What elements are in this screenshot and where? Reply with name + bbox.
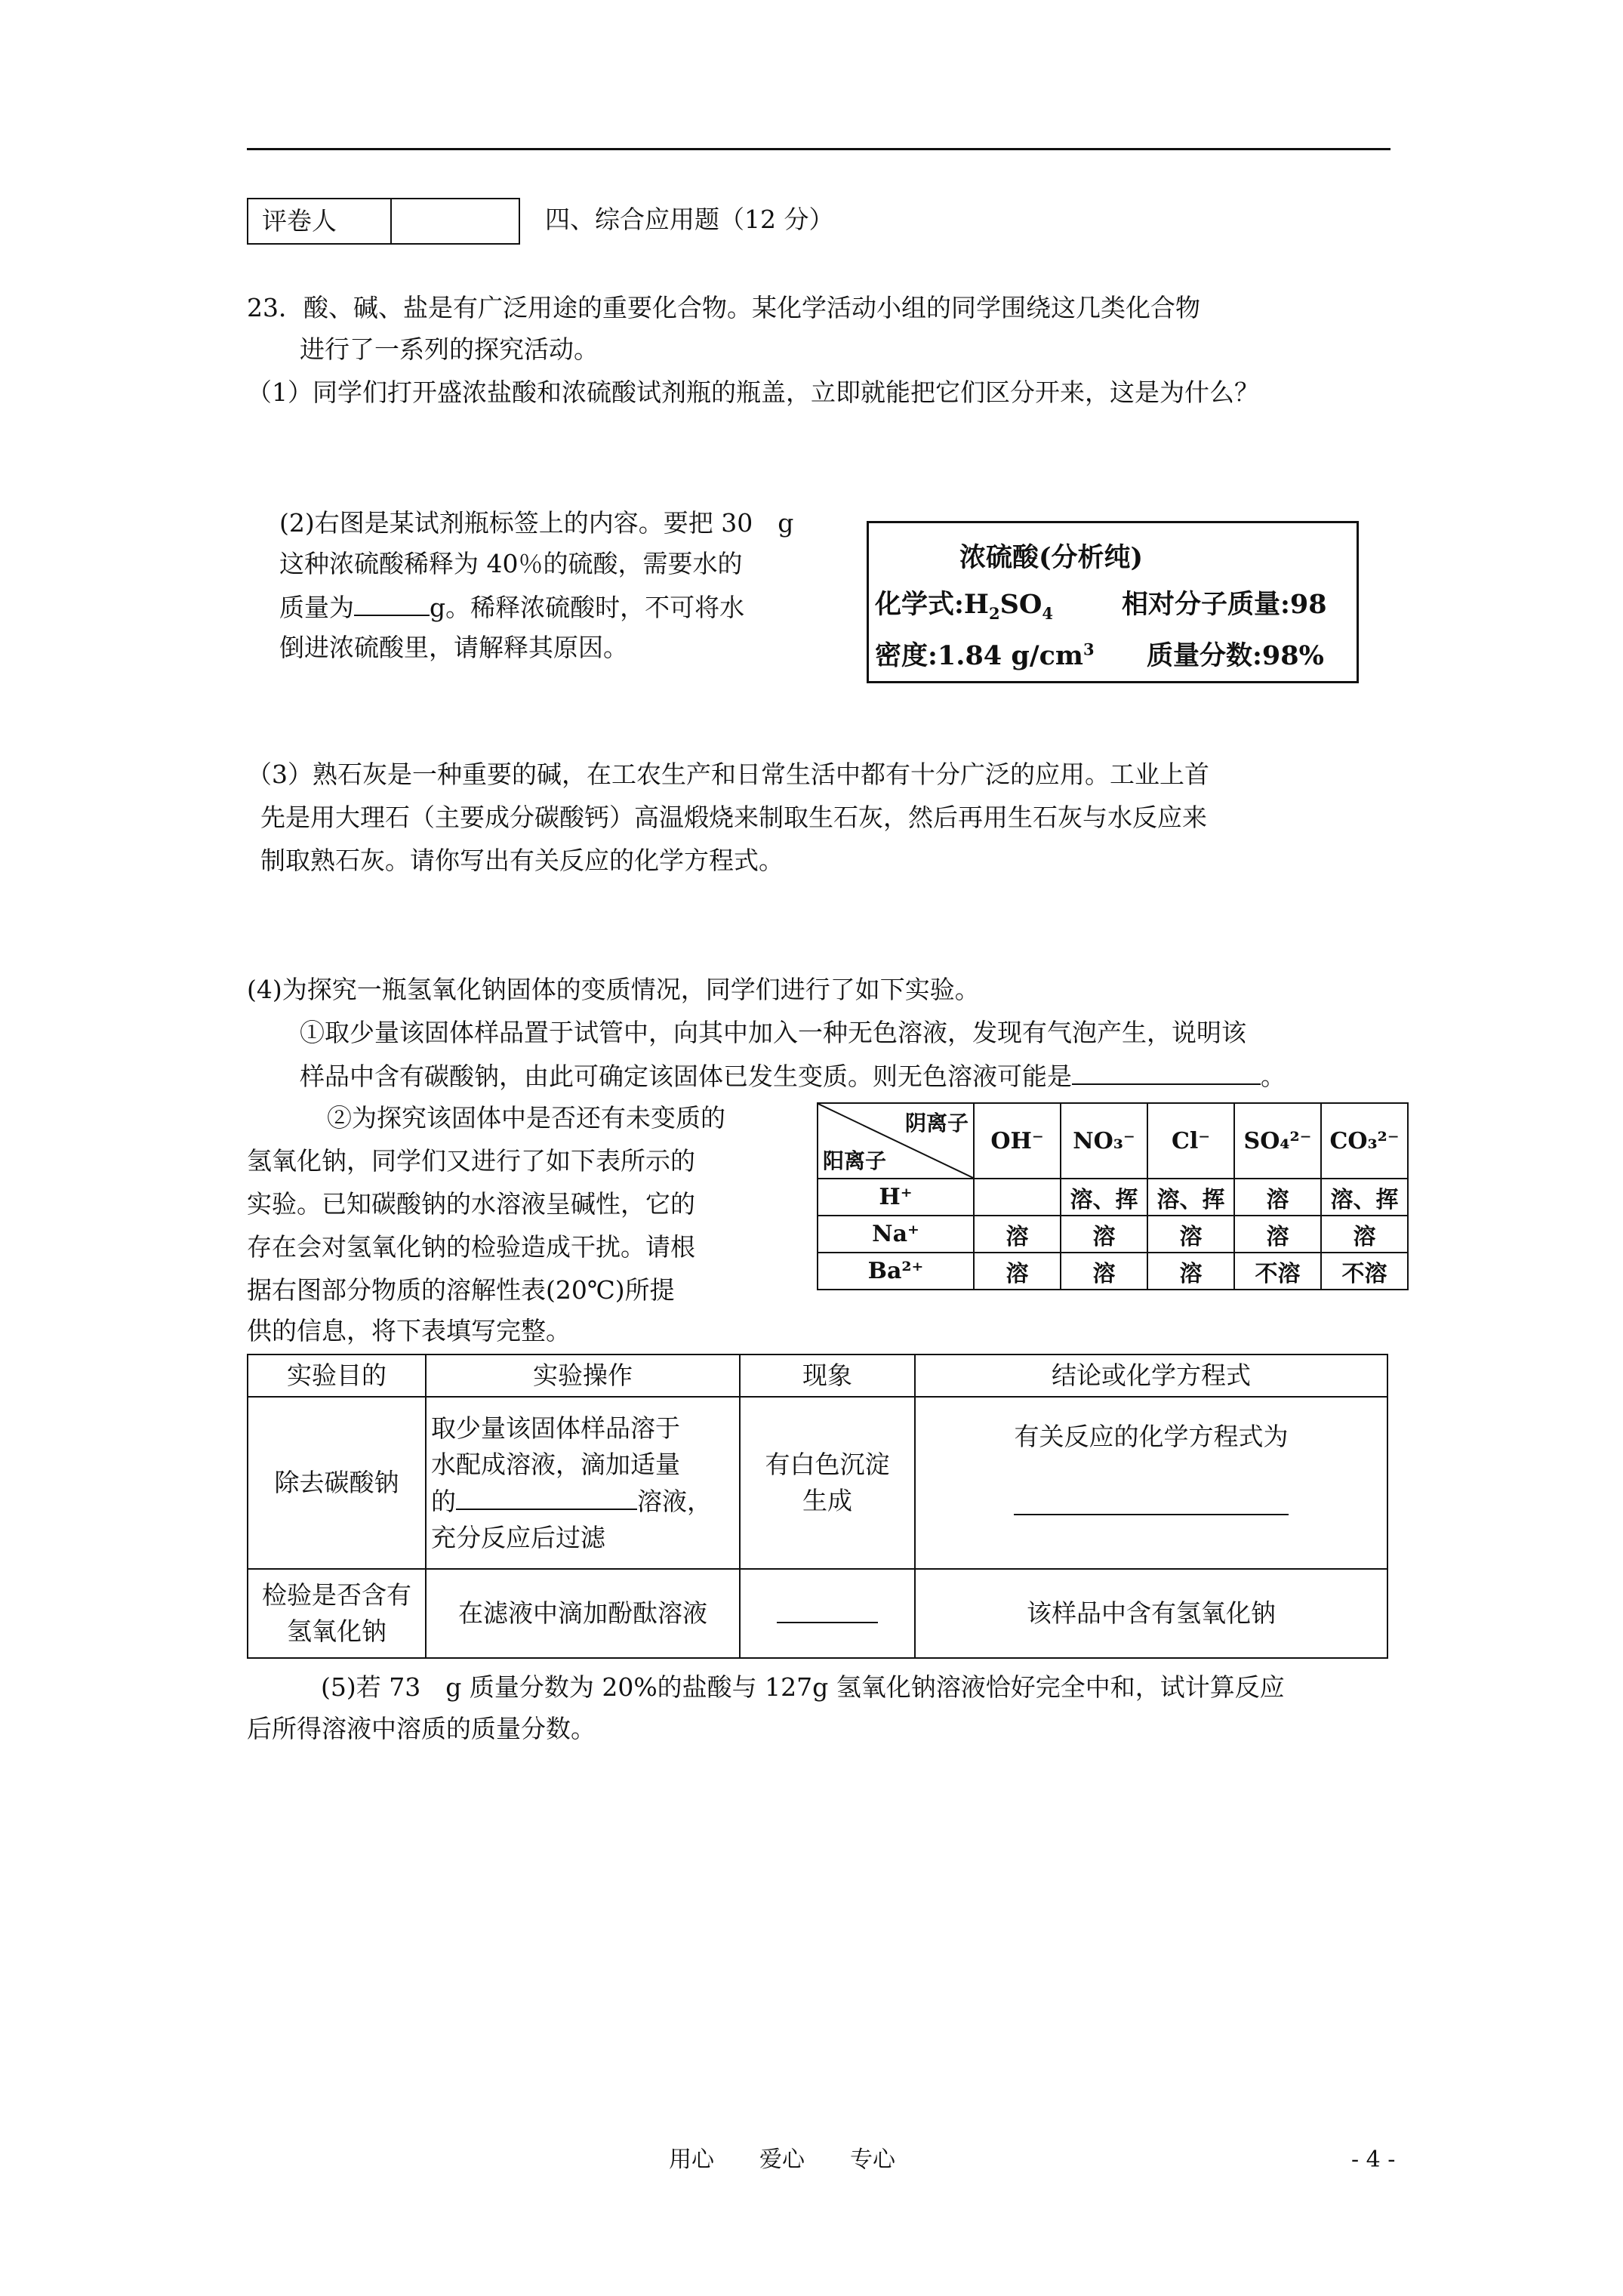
reagent-blank[interactable] xyxy=(456,1483,637,1510)
header-conclusion: 结论或化学方程式 xyxy=(915,1354,1387,1397)
phenomenon-blank[interactable] xyxy=(777,1622,878,1623)
sol-cell: 溶、挥 xyxy=(1321,1179,1408,1216)
header-phenomenon: 现象 xyxy=(740,1354,915,1397)
q23-part4-s2-line1: ②为探究该固体中是否还有未变质的 xyxy=(327,1103,725,1133)
sol-cell xyxy=(974,1179,1061,1216)
header-rule xyxy=(247,148,1390,150)
q23-part5-line2: 后所得溶液中溶质的质量分数。 xyxy=(247,1714,596,1743)
q23-part4-s2-line4: 存在会对氢氧化钠的检验造成干扰。请根 xyxy=(247,1232,695,1262)
corner-cation-label: 阳离子 xyxy=(823,1148,887,1173)
q23-line2: 进行了一系列的探究活动。 xyxy=(300,334,599,364)
colorless-solution-blank[interactable] xyxy=(1072,1058,1261,1085)
sol-cell: 不溶 xyxy=(1321,1253,1408,1290)
label-density-line xyxy=(875,635,1095,673)
sol-cell: 溶 xyxy=(1234,1179,1321,1216)
row2-purpose-line2: 氢氧化钠 xyxy=(287,1616,387,1646)
q23-part4-s2-line3: 实验。已知碳酸钠的水溶液呈碱性，它的 xyxy=(247,1189,695,1219)
row1-op-line1: 取少量该固体样品溶于 xyxy=(431,1413,680,1443)
row1-purpose: 除去碳酸钠 xyxy=(248,1397,426,1569)
reagent-label xyxy=(867,521,1359,683)
q23-part4-intro: (4)为探究一瓶氢氧化钠固体的变质情况，同学们进行了如下实验。 xyxy=(247,975,980,1004)
solubility-header-row xyxy=(818,1103,1408,1179)
row1-op-line3 xyxy=(431,1483,735,1520)
row1-conclusion xyxy=(915,1397,1387,1569)
row1-conclusion-text: 有关反应的化学方程式为 xyxy=(1014,1422,1289,1451)
label-formula-line xyxy=(875,584,1053,623)
anion-cl: Cl⁻ xyxy=(1147,1103,1234,1179)
solubility-row-ba xyxy=(818,1253,1408,1290)
experiment-row-2 xyxy=(248,1569,1387,1658)
row1-phenomenon xyxy=(740,1397,915,1569)
experiment-row-1 xyxy=(248,1397,1387,1569)
sol-cell: 溶 xyxy=(974,1216,1061,1253)
sol-cell: 不溶 xyxy=(1234,1253,1321,1290)
section-title: 四、综合应用题（12 分） xyxy=(545,205,834,234)
q23-part3-line1: （3）熟石灰是一种重要的碱，在工农生产和日常生活中都有十分广泛的应用。工业上首 xyxy=(247,760,1209,789)
q23-part4-s2-line5: 据右图部分物质的溶解性表(20℃)所提 xyxy=(247,1275,675,1305)
row1-op-line3-b: 溶液， xyxy=(637,1486,712,1516)
sol-cell: 溶、挥 xyxy=(1061,1179,1147,1216)
q23-part2-line3-a: 质量为 xyxy=(279,593,354,622)
solubility-corner xyxy=(818,1103,974,1179)
q23-part4-s1-text: 样品中含有碳酸钠，由此可确定该固体已发生变质。则无色溶液可能是 xyxy=(300,1062,1072,1091)
label-formula-sub2: 4 xyxy=(1042,604,1054,623)
q23-part5-line1: (5)若 73 g 质量分数为 20%的盐酸与 127g 氢氧化钠溶液恰好完全中和，试计算反应 xyxy=(321,1672,1285,1702)
sol-cell: 溶 xyxy=(1061,1216,1147,1253)
q23-part1: （1）同学们打开盛浓盐酸和浓硫酸试剂瓶的瓶盖，立即就能把它们区分开来，这是为什么？ xyxy=(247,378,1259,407)
q23-part2-line4: 倒进浓硫酸里，请解释其原因。 xyxy=(279,633,628,662)
sol-cell: 溶 xyxy=(1234,1216,1321,1253)
row2-purpose-line1: 检验是否含有 xyxy=(262,1580,411,1610)
solubility-table xyxy=(817,1102,1409,1290)
q23-part3-line3: 制取熟石灰。请你写出有关反应的化学方程式。 xyxy=(260,846,784,875)
grader-label: 评卷人 xyxy=(248,199,392,243)
q23-part4-s2-line6: 供的信息，将下表填写完整。 xyxy=(247,1316,571,1345)
q23-part4-s1-end: 。 xyxy=(1261,1062,1286,1091)
anion-so4: SO₄²⁻ xyxy=(1234,1103,1321,1179)
row1-operation xyxy=(426,1397,740,1569)
experiment-header-row xyxy=(248,1354,1387,1397)
cation-ba: Ba²⁺ xyxy=(818,1253,974,1290)
footer-motto: 用心 爱心 专心 xyxy=(669,2147,895,2173)
corner-anion-label: 阴离子 xyxy=(904,1111,969,1136)
q23-line1: 23．酸、碱、盐是有广泛用途的重要化合物。某化学活动小组的同学围绕这几类化合物 xyxy=(247,293,1200,322)
row2-purpose xyxy=(248,1569,426,1658)
q23-part2-line3-b: g。稀释浓硫酸时，不可将水 xyxy=(430,593,745,622)
water-mass-blank[interactable] xyxy=(354,589,430,616)
label-title: 浓硫酸(分析纯) xyxy=(959,542,1144,573)
label-mass-fraction: 质量分数:98% xyxy=(1147,640,1324,671)
solubility-row-h xyxy=(818,1179,1408,1216)
q23-part2-line2: 这种浓硫酸稀释为 40％的硫酸，需要水的 xyxy=(279,549,743,578)
sol-cell: 溶 xyxy=(974,1253,1061,1290)
equation-blank[interactable] xyxy=(1014,1514,1289,1515)
sol-cell: 溶 xyxy=(1321,1216,1408,1253)
sol-cell: 溶 xyxy=(1147,1216,1234,1253)
anion-no3: NO₃⁻ xyxy=(1061,1103,1147,1179)
row1-op-line3-a: 的 xyxy=(431,1486,456,1516)
q23-part3-line2: 先是用大理石（主要成分碳酸钙）高温煅烧来制取生石灰，然后再用生石灰与水反应来 xyxy=(260,803,1207,832)
q23-part2-line3 xyxy=(279,589,744,625)
row1-op-line4: 充分反应后过滤 xyxy=(431,1522,605,1552)
anion-co3: CO₃²⁻ xyxy=(1321,1103,1408,1179)
solubility-row-na xyxy=(818,1216,1408,1253)
q23-part2-line1: (2)右图是某试剂瓶标签上的内容。要把 30 g xyxy=(279,508,794,538)
row1-phen-line1: 有白色沉淀 xyxy=(765,1450,890,1479)
sol-cell: 溶 xyxy=(1061,1253,1147,1290)
cation-na: Na⁺ xyxy=(818,1216,974,1253)
header-operation: 实验操作 xyxy=(426,1354,740,1397)
label-molar-mass: 相对分子质量:98 xyxy=(1122,589,1327,620)
q23-part4-s2-line2: 氢氧化钠，同学们又进行了如下表所示的 xyxy=(247,1146,695,1176)
row1-phen-line2: 生成 xyxy=(802,1486,852,1515)
label-formula-mid: SO xyxy=(999,589,1042,620)
label-formula-prefix: 化学式:H xyxy=(875,589,989,620)
q23-part4-s1-line1: ①取少量该固体样品置于试管中，向其中加入一种无色溶液，发现有气泡产生，说明该 xyxy=(300,1018,1246,1047)
sol-cell: 溶 xyxy=(1147,1253,1234,1290)
page-number: - 4 - xyxy=(1351,2147,1396,2173)
row2-conclusion: 该样品中含有氢氧化钠 xyxy=(915,1569,1387,1658)
grader-box xyxy=(247,198,520,245)
header-purpose: 实验目的 xyxy=(248,1354,426,1397)
row2-phenomenon xyxy=(740,1569,915,1658)
label-density-sup: 3 xyxy=(1083,639,1095,659)
q23-part4-s1-line2 xyxy=(300,1058,1286,1094)
row2-operation: 在滤液中滴加酚酞溶液 xyxy=(426,1569,740,1658)
label-formula-sub1: 2 xyxy=(989,604,1000,623)
label-density: 密度:1.84 g/cm xyxy=(875,640,1083,671)
cation-h: H⁺ xyxy=(818,1179,974,1216)
experiment-table xyxy=(247,1354,1388,1659)
anion-oh: OH⁻ xyxy=(974,1103,1061,1179)
sol-cell: 溶、挥 xyxy=(1147,1179,1234,1216)
row1-op-line2: 水配成溶液，滴加适量 xyxy=(431,1449,680,1479)
